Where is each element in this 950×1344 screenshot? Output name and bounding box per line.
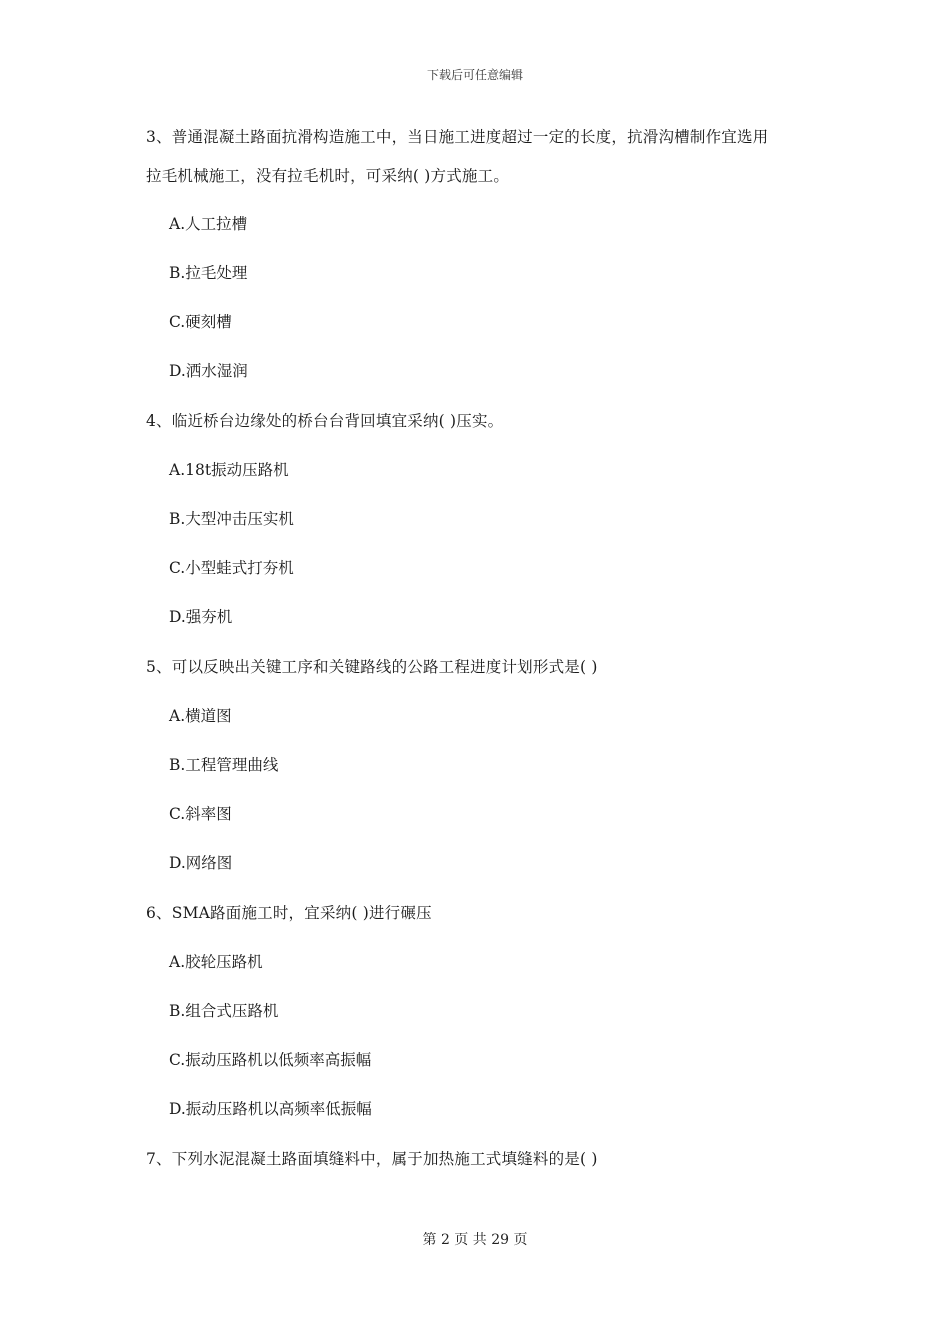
question-5-stem: 5、可以反映出关键工序和关键路线的公路工程进度计划形式是( ) bbox=[146, 658, 598, 676]
question-5-option-a: A.横道图 bbox=[169, 707, 232, 725]
question-5-option-b: B.工程管理曲线 bbox=[169, 756, 279, 774]
question-3-option-c: C.硬刻槽 bbox=[169, 313, 232, 331]
question-6-option-b: B.组合式压路机 bbox=[169, 1002, 279, 1020]
question-7-stem: 7、下列水泥混凝土路面填缝料中，属于加热施工式填缝料的是( ) bbox=[146, 1150, 598, 1168]
question-4-option-c: C.小型蛙式打夯机 bbox=[169, 559, 294, 577]
page-number: 第 2 页 共 29 页 bbox=[422, 1232, 528, 1248]
question-3-stem-line-2: 拉毛机械施工，没有拉毛机时，可采纳( )方式施工。 bbox=[146, 167, 510, 185]
question-6-option-d: D.振动压路机以高频率低振幅 bbox=[169, 1100, 372, 1118]
question-4-stem: 4、临近桥台边缘处的桥台台背回填宜采纳( )压实。 bbox=[146, 412, 504, 430]
question-4-option-b: B.大型冲击压实机 bbox=[169, 510, 294, 528]
question-4-option-d: D.强夯机 bbox=[169, 608, 233, 626]
question-5-option-c: C.斜率图 bbox=[169, 805, 232, 823]
question-6-option-a: A.胶轮压路机 bbox=[169, 953, 263, 971]
question-6-option-c: C.振动压路机以低频率高振幅 bbox=[169, 1051, 372, 1069]
page-header: 下载后可任意编辑 bbox=[426, 68, 523, 82]
question-3-option-d: D.洒水湿润 bbox=[169, 362, 248, 380]
question-3-stem-line-1: 3、普通混凝土路面抗滑构造施工中，当日施工进度超过一定的长度，抗滑沟槽制作宜选用 bbox=[146, 128, 769, 146]
question-5-option-d: D.网络图 bbox=[169, 854, 233, 872]
question-6-stem: 6、SMA路面施工时，宜采纳( )进行碾压 bbox=[146, 904, 432, 922]
question-3-option-a: A.人工拉槽 bbox=[169, 215, 248, 233]
question-3-option-b: B.拉毛处理 bbox=[169, 264, 248, 282]
question-4-option-a: A.18t振动压路机 bbox=[169, 461, 289, 479]
